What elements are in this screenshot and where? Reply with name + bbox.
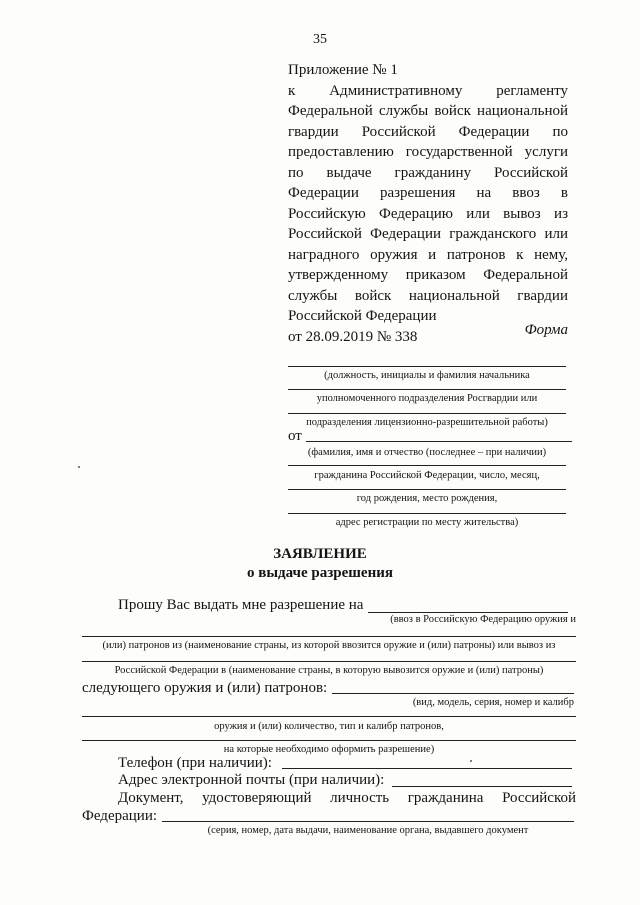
field-caption: гражданина Российской Федерации, число, месяц,: [314, 470, 540, 481]
appendix-line: гвардии Российской Федерации по: [288, 123, 568, 140]
appendix-line: к Административному регламенту: [288, 82, 568, 99]
appendix-line: утвержденному приказом Федеральной: [288, 267, 568, 283]
weapons-field-line[interactable]: [82, 716, 576, 717]
field-caption: (или) патронов из (наименование страны, из которой ввозится оружие и (или) патроны) или вывоз из: [102, 640, 556, 651]
request-text: Прошу Вас выдать мне разрешение на: [118, 597, 364, 613]
form-label: Форма: [524, 322, 568, 338]
appendix-line: по выдаче гражданину Российской: [288, 164, 568, 181]
page-number: 35: [313, 32, 327, 47]
appendix-line: Российской Федерации: [288, 308, 437, 324]
addressee-field-line[interactable]: [288, 389, 566, 390]
document-subtitle: о выдаче разрешения: [246, 565, 393, 581]
applicant-field-line[interactable]: [288, 465, 566, 466]
scan-speck: [470, 760, 472, 762]
document-field-line[interactable]: [162, 821, 574, 822]
appendix-line: Российскую Федерацию или вывоз из: [288, 205, 568, 222]
document-title: ЗАЯВЛЕНИЕ: [273, 546, 367, 562]
request-field-line[interactable]: [368, 612, 568, 613]
field-caption: оружия и (или) количество, тип и калибр патронов,: [214, 721, 444, 732]
appendix-line: предоставлению государственной услуги: [288, 144, 568, 160]
field-caption: (вид, модель, серия, номер и калибр: [412, 697, 574, 708]
field-caption: (ввоз в Российскую Федерацию оружия и: [390, 614, 576, 625]
email-field-line[interactable]: [392, 786, 572, 787]
field-caption: уполномоченного подразделения Росгвардии или: [316, 393, 538, 404]
addressee-field-line[interactable]: [288, 413, 566, 414]
field-caption: на которые необходимо оформить разрешение): [223, 744, 435, 755]
appendix-line: Российской Федерации гражданского или: [288, 226, 568, 242]
field-caption: Российской Федерации в (наименование страны, в которую вывозится оружие и (или) патроны): [114, 665, 544, 676]
appendix-line: Приложение № 1: [288, 62, 398, 78]
field-caption: адрес регистрации по месту жительства): [335, 517, 519, 528]
document-line: Документ, удостоверяющий личность гражданина Российской: [118, 790, 576, 806]
applicant-field-line[interactable]: [288, 513, 566, 514]
field-caption: (серия, номер, дата выдачи, наименование органа, выдавшего документ: [207, 825, 529, 836]
email-label: Адрес электронной почты (при наличии):: [118, 772, 385, 788]
field-caption: (должность, инициалы и фамилия начальника: [324, 370, 530, 381]
weapons-field-line[interactable]: [82, 740, 576, 741]
from-label: от: [288, 428, 302, 444]
applicant-name-line[interactable]: [306, 441, 572, 442]
request-field-line[interactable]: [82, 636, 576, 637]
appendix-line: Федеральной службы войск национальной: [288, 103, 568, 119]
field-caption: подразделения лицензионно-разрешительной работы): [306, 417, 548, 428]
appendix-reference-block: [288, 60, 568, 347]
appendix-line: от 28.09.2019 № 338: [288, 328, 418, 345]
phone-label: Телефон (при наличии):: [118, 755, 272, 771]
addressee-field-line[interactable]: [288, 366, 566, 367]
phone-field-line[interactable]: [282, 768, 572, 769]
scan-speck: [78, 466, 80, 468]
applicant-field-line[interactable]: [288, 489, 566, 490]
weapons-field-line[interactable]: [332, 693, 574, 694]
appendix-line: Федерации разрешения на ввоз в: [288, 185, 568, 201]
document-line-continuation: Федерации:: [82, 808, 158, 824]
field-caption: (фамилия, имя и отчество (последнее – при наличии): [307, 447, 547, 458]
field-caption: год рождения, место рождения,: [356, 493, 498, 504]
request-field-line[interactable]: [82, 661, 576, 662]
weapons-text: следующего оружия и (или) патронов:: [82, 680, 328, 696]
appendix-line: наградного оружия и патронов к нему,: [288, 246, 568, 263]
appendix-line: службы войск национальной гвардии: [288, 287, 568, 304]
